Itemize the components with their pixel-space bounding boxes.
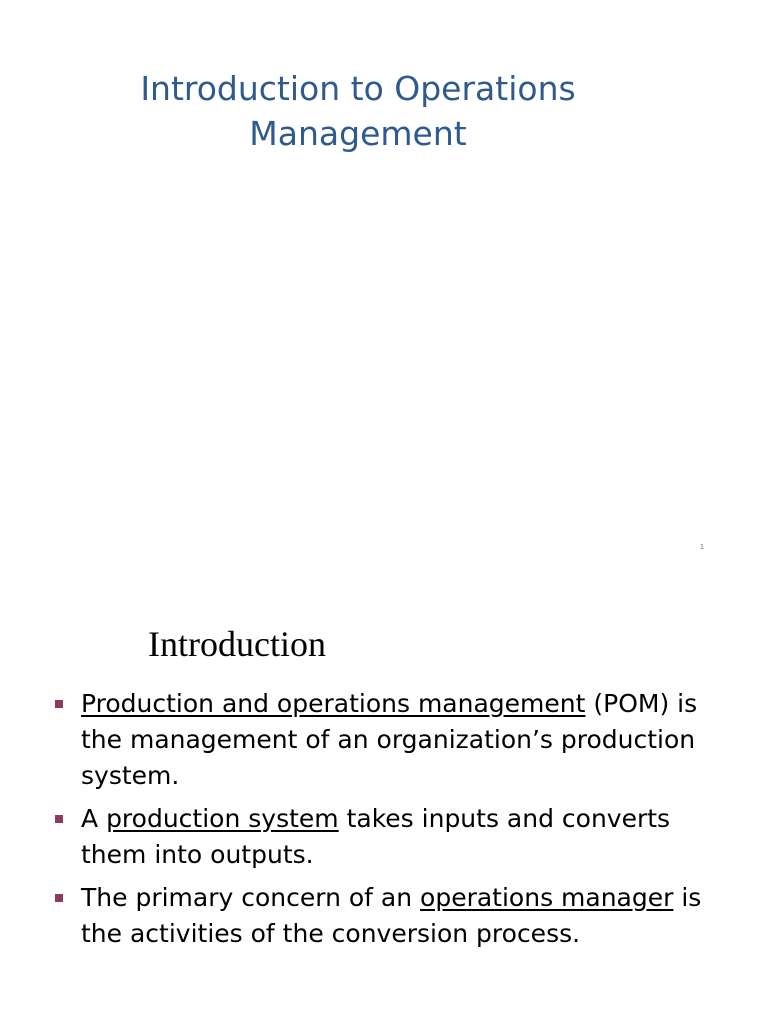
slide-number: 1 bbox=[700, 544, 704, 551]
square-bullet-icon bbox=[55, 894, 63, 902]
bullet-item bbox=[52, 686, 717, 794]
slide-title bbox=[0, 66, 716, 156]
bullet-text: is the activities of the conversion process. bbox=[81, 883, 702, 948]
underlined-term: production system bbox=[106, 804, 339, 833]
bullet-item bbox=[52, 801, 717, 873]
slide-2 bbox=[0, 576, 768, 1024]
bullet-text: (POM) is the management of an organization’s production system. bbox=[81, 689, 698, 790]
bullet-text: takes inputs and converts them into outputs. bbox=[81, 804, 671, 869]
slide-heading: Introduction bbox=[148, 624, 326, 664]
bullet-text: The primary concern of an bbox=[81, 883, 421, 912]
slide-title-line-2: Management bbox=[249, 114, 467, 153]
bullet-item bbox=[52, 880, 717, 952]
slide-title-line-1: Introduction to Operations bbox=[140, 69, 576, 108]
square-bullet-icon bbox=[55, 700, 63, 708]
bullet-text: A bbox=[81, 804, 107, 833]
underlined-term: Production and operations management bbox=[81, 689, 586, 718]
square-bullet-icon bbox=[55, 815, 63, 823]
bullet-list bbox=[52, 686, 717, 959]
underlined-term: operations manager bbox=[420, 883, 674, 912]
